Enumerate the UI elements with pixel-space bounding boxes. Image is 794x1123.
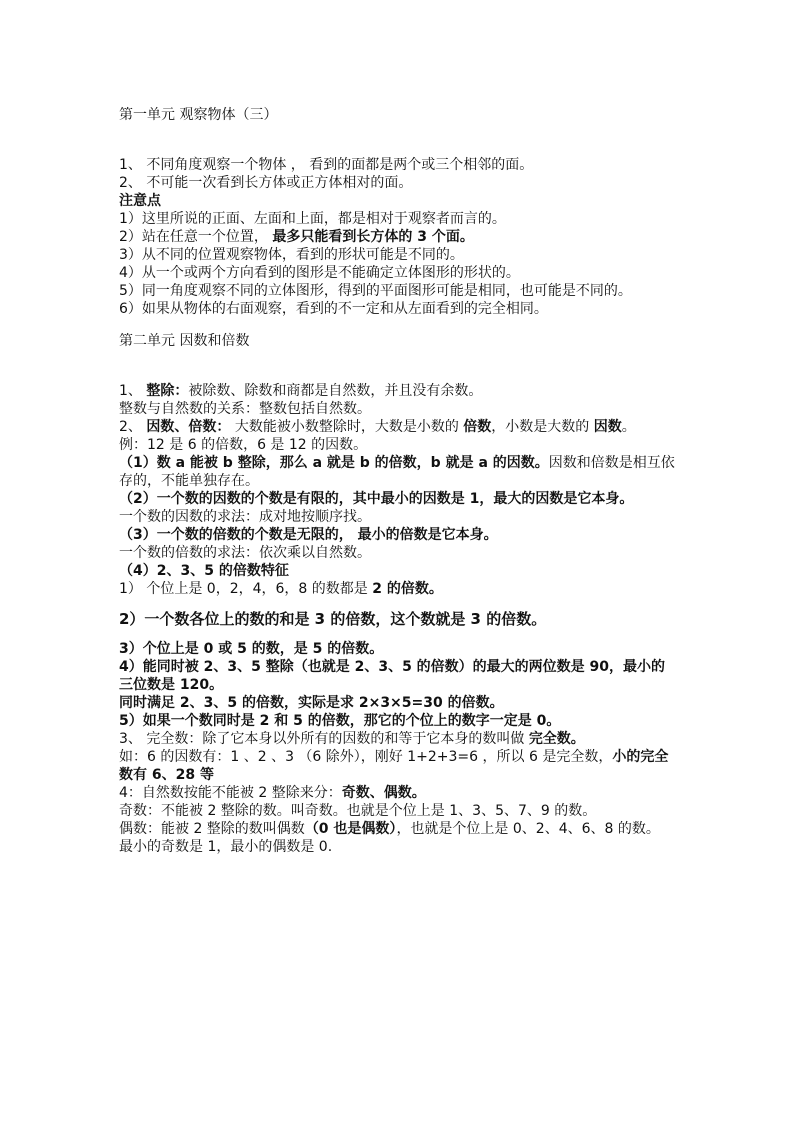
feature-4b: 同时满足 2、3、5 的倍数，实际是求 2×3×5=30 的倍数。	[119, 695, 504, 711]
divisibility-line	[119, 382, 679, 400]
notes-heading: 注意点	[119, 193, 161, 209]
feature-1-text: 1） 个位上是 0，2，4，6，8 的数都是	[119, 581, 368, 597]
unit1-title: 第一单元 观察物体（三）	[119, 107, 278, 123]
note-2-bold: 最多只能看到长方体的 3 个面。	[272, 229, 474, 245]
point-1-bold: （1）数 a 能被 b 整除，那么 a 就是 b 的倍数，b 就是 a 的因数。	[119, 455, 549, 471]
unit1-item-2: 2、 不可能一次看到长方体或正方体相对的面。	[119, 175, 413, 191]
divisibility-num: 1、	[119, 383, 142, 399]
note-5: 5）同一角度观察不同的立体图形，得到的平面图形可能是相同，也可能是不同的。	[119, 283, 632, 299]
fm-term: 因数、倍数：	[146, 419, 231, 435]
feature-5: 5）如果一个数同时是 2 和 5 的倍数，那它的个位上的数字一定是 0。	[119, 713, 561, 729]
point-1-text: 因数和倍数是相互依存的，不能单独存在。	[119, 455, 675, 489]
point-1	[119, 454, 679, 490]
feature-1	[119, 580, 679, 598]
smallest-odd-even: 最小的奇数是 1，最小的偶数是 0.	[119, 839, 333, 855]
point-4-heading: （4）2、3、5 的倍数特征	[119, 563, 289, 579]
feature-2: 2）一个数各位上的数的和是 3 的倍数，这个数就是 3 的倍数。	[119, 610, 547, 628]
perfect-ex-text: 如：6 的因数有：1 、2 、3 （6 除外），刚好 1+2+3=6 ，所以 6 是完全数，	[119, 749, 613, 765]
divisibility-term: 整除：	[146, 383, 189, 399]
point-2: （2）一个数的因数的个数是有限的，其中最小的因数是 1，最大的因数是它本身。	[119, 491, 634, 507]
note-2	[119, 228, 679, 246]
odd-even-bold: 奇数、偶数。	[341, 785, 426, 801]
multiple-method: 一个数的倍数的求法：依次乘以自然数。	[119, 545, 371, 561]
odd-even-text: 4：自然数按能不能被 2 整除来分：	[119, 785, 342, 801]
feature-3: 3）个位上是 0 或 5 的数，是 5 的倍数。	[119, 641, 384, 657]
fm-num: 2、	[119, 419, 142, 435]
perfect-def-bold: 完全数。	[528, 731, 585, 747]
factor-multiple-line	[119, 418, 679, 436]
document-page	[119, 106, 679, 856]
note-6: 6）如果从物体的右面观察，看到的不一定和从左面看到的完全相同。	[119, 301, 548, 317]
perfect-number-example	[119, 748, 679, 784]
even-def	[119, 820, 679, 838]
point-3: （3）一个数的倍数的个数是无限的， 最小的倍数是它本身。	[119, 527, 498, 543]
feature-1-bold: 2 的倍数。	[372, 581, 443, 597]
odd-def: 奇数：不能被 2 整除的数。叫奇数。也就是个位上是 1、3、5、7、9 的数。	[119, 803, 597, 819]
odd-even-line	[119, 784, 679, 802]
note-1: 1）这里所说的正面、左面和上面，都是相对于观察者而言的。	[119, 211, 506, 227]
even-text-a: 偶数：能被 2 整除的数叫偶数	[119, 821, 305, 837]
perfect-def-text: 3、 完全数：除了它本身以外所有的因数的和等于它本身的数叫做	[119, 731, 525, 747]
note-2-text: 2）站在任意一个位置，	[119, 229, 268, 245]
even-bold: （0 也是偶数）	[304, 821, 397, 837]
unit2-title: 第二单元 因数和倍数	[119, 333, 250, 349]
factor-method: 一个数的因数的求法：成对地按顺序找。	[119, 509, 371, 525]
even-text-b: ，也就是个位上是 0、2、4、6、8 的数。	[396, 821, 660, 837]
fm-text-a: 大数能被小数整除时，大数是小数的	[234, 419, 459, 435]
perfect-ex-bold: 小的完全数有 6、28 等	[119, 749, 669, 783]
fm-bold-2: 因数	[593, 419, 622, 435]
feature-4: 4）能同时被 2、3、5 整除（也就是 2、3、5 的倍数）的最大的两位数是 90，最小的三位数是 120。	[119, 659, 666, 693]
fm-end: 。	[621, 419, 636, 435]
perfect-number-def	[119, 730, 679, 748]
integer-relation: 整数与自然数的关系：整数包括自然数。	[119, 401, 371, 417]
example-line: 例：12 是 6 的倍数，6 是 12 的因数。	[119, 437, 368, 453]
note-4: 4）从一个或两个方向看到的图形是不能确定立体图形的形状的。	[119, 265, 520, 281]
fm-bold-1: 倍数	[463, 419, 492, 435]
note-3: 3）从不同的位置观察物体，看到的形状可能是不同的。	[119, 247, 464, 263]
fm-text-b: ，小数是大数的	[491, 419, 590, 435]
unit1-item-1: 1、 不同角度观察一个物体 ， 看到的面都是两个或三个相邻的面。	[119, 157, 534, 173]
divisibility-text: 被除数、除数和商都是自然数，并且没有余数。	[188, 383, 483, 399]
